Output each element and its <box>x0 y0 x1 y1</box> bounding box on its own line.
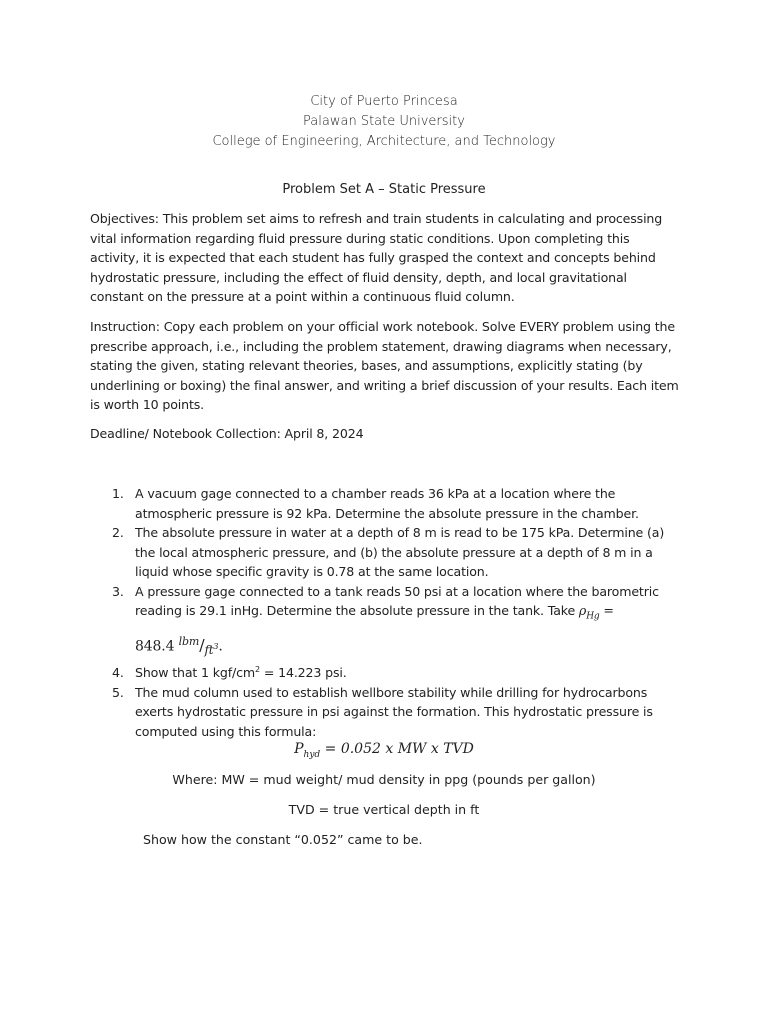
problem-number: 2. <box>112 525 124 540</box>
instruction-paragraph: Instruction: Copy each problem on your official work notebook. Solve EVERY problem using the prescribe approach, i.e., including the problem statement, drawing diagrams when necessary, stating the given, stating relevant theories, bases, and assumptions, explicitly stating (by underlining or boxing) the final answer, and writing a brief discussion of your results. Each item is worth 10 points. <box>90 319 679 412</box>
problem-text: A vacuum gage connected to a chamber reads 36 kPa at a location where the atmospheric pressure is 92 kPa. Determine the absolute pressure in the chamber. <box>135 486 639 521</box>
problem-text: A pressure gage connected to a tank reads 50 psi at a location where the barometric reading is 29.1 inHg. Determine the absolute pressure in the tank. Take <box>135 583 659 618</box>
problem-number: 4. <box>112 665 124 681</box>
problem-item-5 <box>108 683 688 742</box>
problem-text: The mud column used to establish wellbore stability while drilling for hydrocarbons exerts hydrostatic pressure in psi against the formation. This hydrostatic pressure is computed using this formula: <box>135 684 653 739</box>
problem-set-title: Problem Set A – Static Pressure <box>282 182 486 197</box>
show-constant-text: Show how the constant “0.052” came to be. <box>143 832 423 847</box>
deadline-text: Deadline/ Notebook Collection: April 8, 2024 <box>90 426 364 441</box>
problem-list <box>108 484 688 741</box>
problem-item-1 <box>108 484 688 523</box>
problem-item-3 <box>108 582 688 662</box>
density-value: 848.4 $^{lbm}/_{ft^3}$. <box>135 635 223 658</box>
hydrostatic-formula: $P_{hyd} = 0.052$ x MW x TVD <box>294 741 474 760</box>
equals-sign: = <box>599 603 614 618</box>
header-university: Palawan State University <box>303 114 465 129</box>
document-header <box>0 92 768 152</box>
formula-where-mw: Where: MW = mud weight/ mud density in ppg (pounds per gallon) <box>172 772 596 787</box>
formula-where-tvd: TVD = true vertical depth in ft <box>288 802 480 817</box>
problem-number: 5. <box>112 684 124 700</box>
unit-denominator: ft3 <box>204 642 219 658</box>
problem-item-2 <box>108 523 688 582</box>
objectives-paragraph: Objectives: This problem set aims to refresh and train students in calculating and processing vital information regarding fluid pressure during static conditions. Upon completing this activity, it is expected that each student has fully grasped the context and concepts behind hydrostatic pressure, including the effect of fluid density, depth, and local gravitational constant on the pressure at a point within a continuous fluid column. <box>90 211 663 304</box>
unit-numerator: lbm <box>178 635 200 649</box>
problem-number: 3. <box>112 583 124 599</box>
problem-text: The absolute pressure in water at a depth of 8 m is read to be 175 kPa. Determine (a) the local atmospheric pressure, and (b) the absolute pressure at a depth of 8 m in a liquid whose specific gravity is 0.78 at the same location. <box>135 525 665 579</box>
density-symbol: $\rho_{Hg}$ <box>578 603 600 622</box>
header-college: College of Engineering, Architecture, and Technology <box>212 134 556 149</box>
header-city: City of Puerto Princesa <box>310 94 458 109</box>
problem-number: 1. <box>112 486 124 501</box>
problem-item-4: 4. Show that 1 kgf/$cm^2 = 14.223$ psi. <box>108 663 688 683</box>
